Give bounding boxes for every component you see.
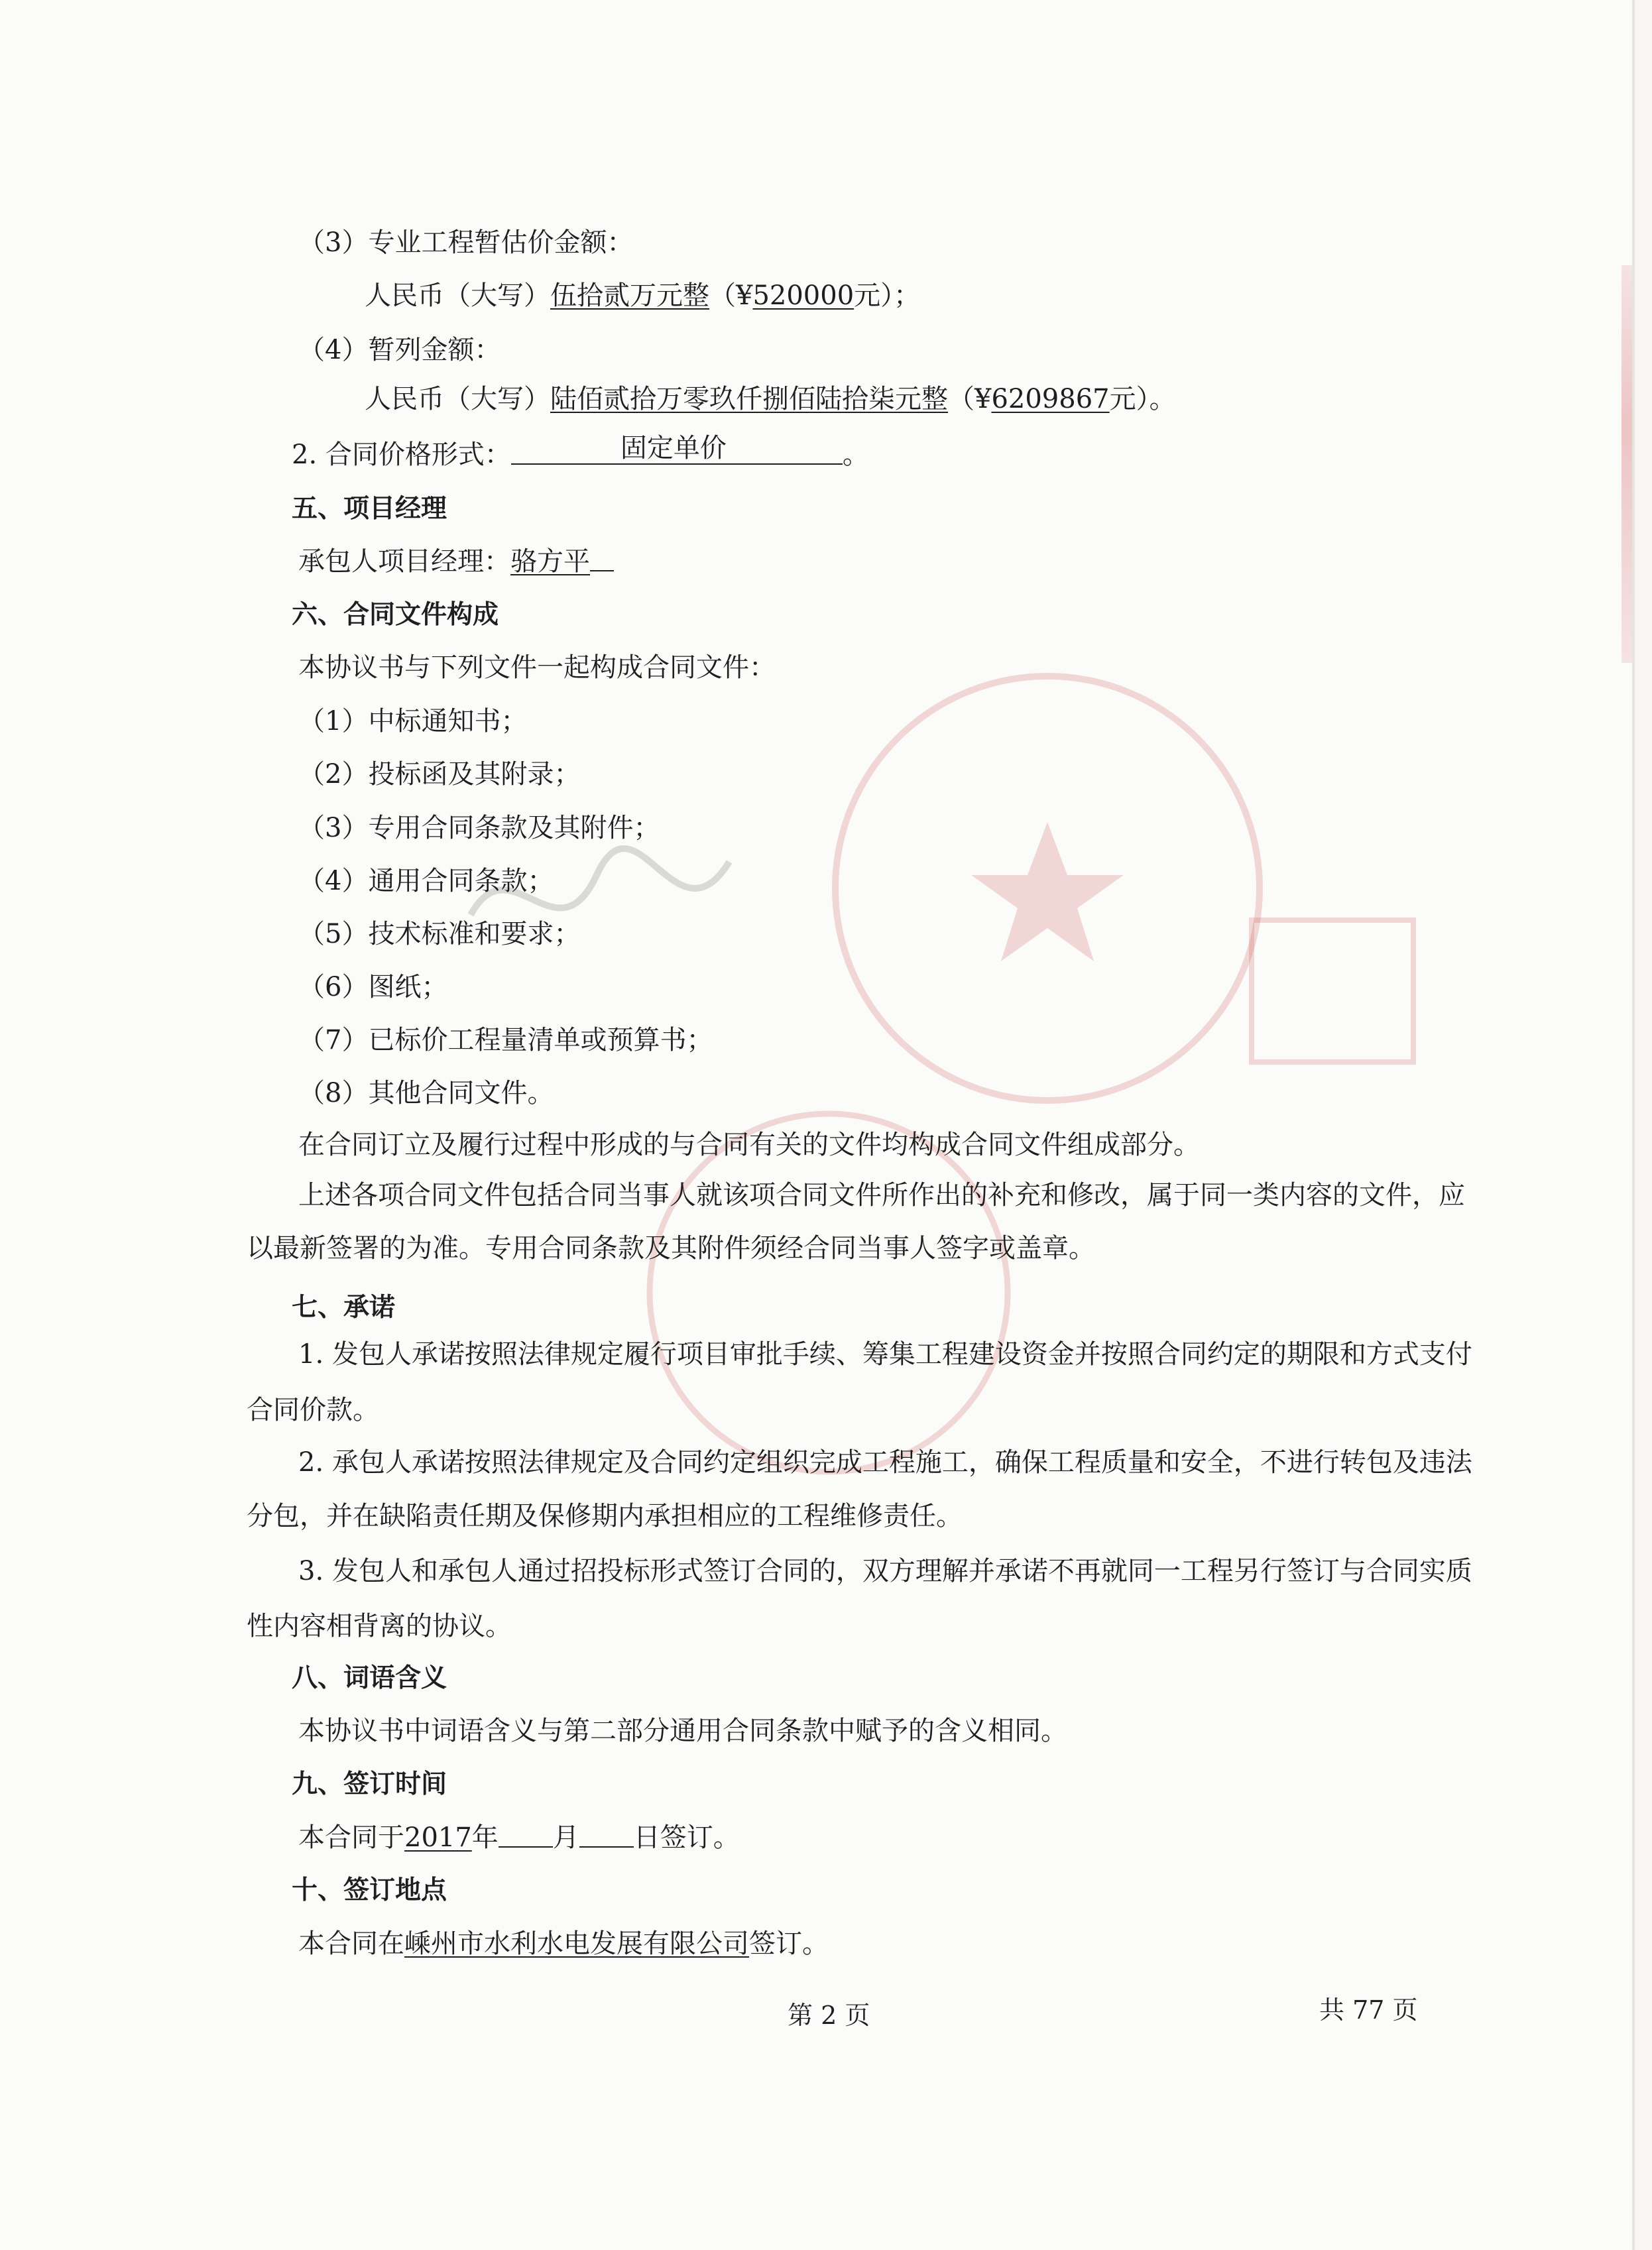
list-item: （3）专用合同条款及其附件；	[298, 813, 660, 843]
square-seal-bleed-icon	[1246, 915, 1419, 1067]
list-item: （4）通用合同条款；	[298, 866, 554, 896]
signing-place: 嵊州市水利水电发展有限公司	[404, 1928, 749, 1959]
project-manager-line: 承包人项目经理：骆方平	[298, 545, 614, 578]
list-item: （8）其他合同文件。	[298, 1078, 554, 1108]
list-item: （5）技术标准和要求；	[298, 919, 581, 949]
list-item: （6）图纸；	[298, 972, 448, 1002]
price-form-line: 2. 合同价格形式： 固定单价 。	[292, 433, 869, 470]
promise-2: 2. 承包人承诺按照法律规定及合同约定组织完成工程施工，确保工程质量和安全，不进行转包及违法	[298, 1447, 1472, 1478]
page-number: 第 2 页	[788, 2001, 870, 2030]
section-6-heading: 六、合同文件构成	[292, 600, 499, 630]
promise-3-cont: 性内容相背离的协议。	[247, 1611, 512, 1641]
item-3-line: （3）专业工程暂估价金额：	[298, 227, 634, 258]
signing-month-field	[499, 1824, 553, 1848]
list-item: （2）投标函及其附录；	[298, 759, 581, 790]
seal-bleed-stamp-icon	[815, 656, 1279, 1120]
signing-day-field	[579, 1824, 634, 1848]
promise-2-cont: 分包，并在缺陷责任期及保修期内承担相应的工程维修责任。	[247, 1501, 963, 1531]
section-8-heading: 八、词语含义	[292, 1663, 447, 1693]
promise-1-cont: 合同价款。	[247, 1395, 379, 1425]
amount-number: 520000	[752, 280, 855, 311]
page-edge-bleed	[1622, 265, 1632, 663]
signing-place-line: 本合同在嵊州市水利水电发展有限公司签订。	[298, 1928, 829, 1959]
list-item: （7）已标价工程量清单或预算书；	[298, 1025, 713, 1055]
page-total: 共 77 页	[1319, 1995, 1418, 2025]
signing-year: 2017	[404, 1822, 472, 1853]
section-8-paragraph: 本协议书中词语含义与第二部分通用合同条款中赋予的含义相同。	[298, 1716, 1067, 1746]
promise-1: 1. 发包人承诺按照法律规定履行项目审批手续、筹集工程建设资金并按照合同约定的期限和方式支付	[298, 1339, 1472, 1370]
amount-text: 伍拾贰万元整	[550, 280, 709, 311]
project-manager-name: 骆方平	[510, 546, 590, 577]
provisional-amount-text: 陆佰贰拾万零玖仟捌佰陆拾柒元整	[550, 384, 948, 414]
section-7-heading: 七、承诺	[292, 1293, 396, 1323]
promise-3: 3. 发包人和承包人通过招投标形式签订合同的，双方理解并承诺不再就同一工程另行签订与合同实质	[298, 1556, 1472, 1586]
section-6-intro: 本协议书与下列文件一起构成合同文件：	[298, 652, 776, 683]
section-6-paragraph-2-cont: 以最新签署的为准。专用合同条款及其附件须经合同当事人签字或盖章。	[247, 1233, 1095, 1264]
list-item: （1）中标通知书；	[298, 706, 528, 737]
item-4-amount-line: 人民币（大写）陆佰贰拾万零玖仟捌佰陆拾柒元整（¥6209867元）。	[365, 384, 1176, 414]
item-4-line: （4）暂列金额：	[298, 335, 501, 365]
provisional-amount-number: 6209867	[991, 384, 1110, 414]
section-9-heading: 九、签订时间	[292, 1769, 447, 1799]
signing-date-line: 本合同于2017年 月 日签订。	[298, 1822, 740, 1853]
section-6-paragraph-1: 在合同订立及履行过程中形成的与合同有关的文件均构成合同文件组成部分。	[298, 1130, 1200, 1160]
item-3-amount-line: 人民币（大写）伍拾贰万元整（¥520000元）；	[365, 280, 921, 311]
section-5-heading: 五、项目经理	[292, 494, 447, 524]
price-form-field: 固定单价	[511, 441, 843, 465]
section-6-paragraph-2: 上述各项合同文件包括合同当事人就该项合同文件所作出的补充和修改，属于同一类内容的文件，应	[298, 1180, 1465, 1211]
section-10-heading: 十、签订地点	[292, 1875, 447, 1905]
